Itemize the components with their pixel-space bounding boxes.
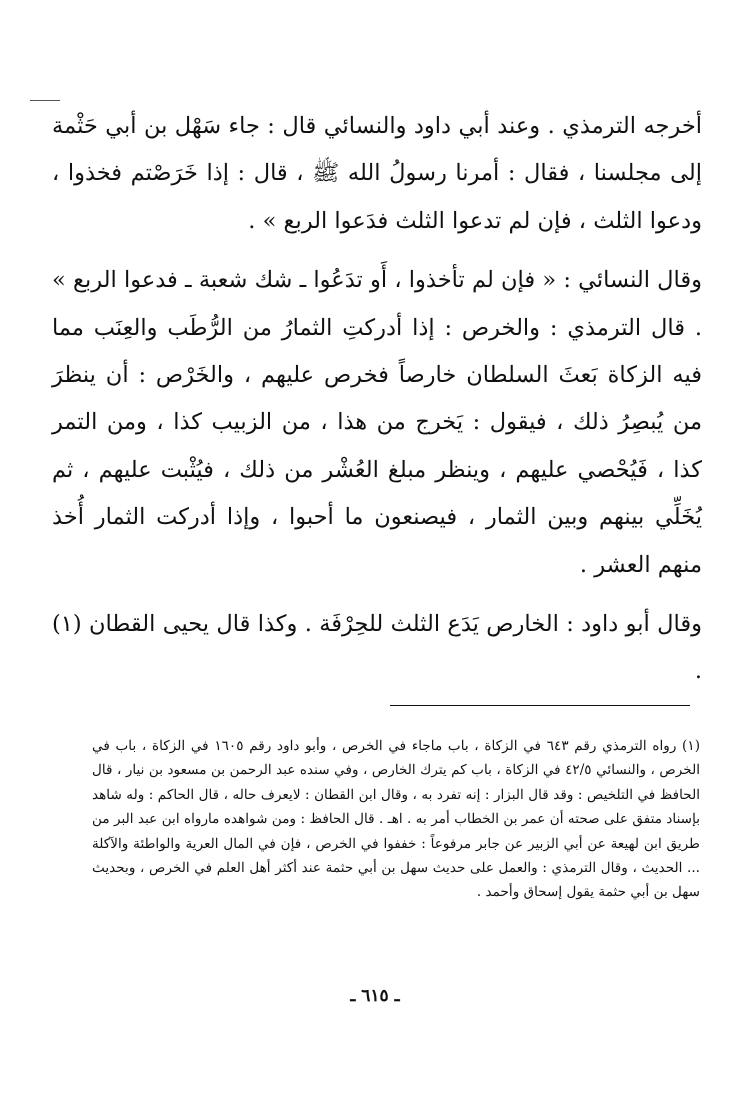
paragraph-3: وقال أبو داود : الخارص يَدَع الثلث للحِرْفَة . وكذا قال يحيى القطان (١) . (52, 611, 702, 685)
paragraph-1: أخرجه الترمذي . وعند أبي داود والنسائي قال : جاء سَهْل بن أبي حَثْمة إلى مجلسنا ، فقال : أمرنا رسولُ الله ﷺ ، قال : إذا خَرَصْتم فخذوا ، ودعوا الثلث ، فإن لم تدعوا الثلث فدَعوا الربع » . (52, 113, 702, 234)
paragraph-2: وقال النسائي : « فإن لم تأخذوا ، أَو تدَعُوا ـ شك شعبة ـ فدعوا الربع » . قال الترمذي : والخرص : إذا أدركتِ الثمارُ من الرُّطَب والعِنَب مما فيه الزكاة بَعثَ السلطان خارصاً فخرص عليهم ، والخَرْص : أن ينظرَ من يُبصِرُ ذلك ، فيقول : يَخرج من هذا ، من الزبيب كذا ، ومن التمر كذا ، فَيُحْصي عليهم ، وينظر مبلغ العُشْر من ذلك ، فيُثْبت عليهم ، ثم يُخَلِّي بينهم وبين الثمار ، فيصنعون ما أحبوا ، وإذا أدركت الثمار أُخذ منهم العشر . (52, 267, 702, 578)
page-number: ـ ٦١٥ ـ (350, 986, 400, 1006)
main-text (52, 103, 702, 696)
footnote: (١) رواه الترمذي رقم ٦٤٣ في الزكاة ، باب ماجاء في الخرص ، وأبو داود رقم ١٦٠٥ في الزكاة ، باب في الخرص ، والنسائي ٤٢/٥ في الزكاة ، باب كم يترك الخارص ، وفي سنده عبد الرحمن بن مسعود بن نيار ، قال الحافظ في التلخيص : وقد قال البزار : إنه تفرد به ، وقال ابن القطان : لايعرف حاله ، قال الحاكم : وله شاهد بإسناد متفق على صحته أن عمر بن الخطاب أمر به . اهـ . قال الحافظ : ومن شواهده مارواه ابن عبد البر من طريق ابن لهيعة عن أبي الزبير عن جابر مرفوعاً : خففوا في الخرص ، فإن في المال العرية والواطئة والآكلة ... الحديث ، وقال الترمذي : والعمل على حديث سهل بن أبي حثمة عند أكثر أهل العلم في الخرص ، وبحديث سهل بن أبي حثمة يقول إسحاق وأحمد . (92, 738, 700, 901)
footnote-separator (390, 705, 690, 706)
corner-mark (30, 100, 60, 101)
